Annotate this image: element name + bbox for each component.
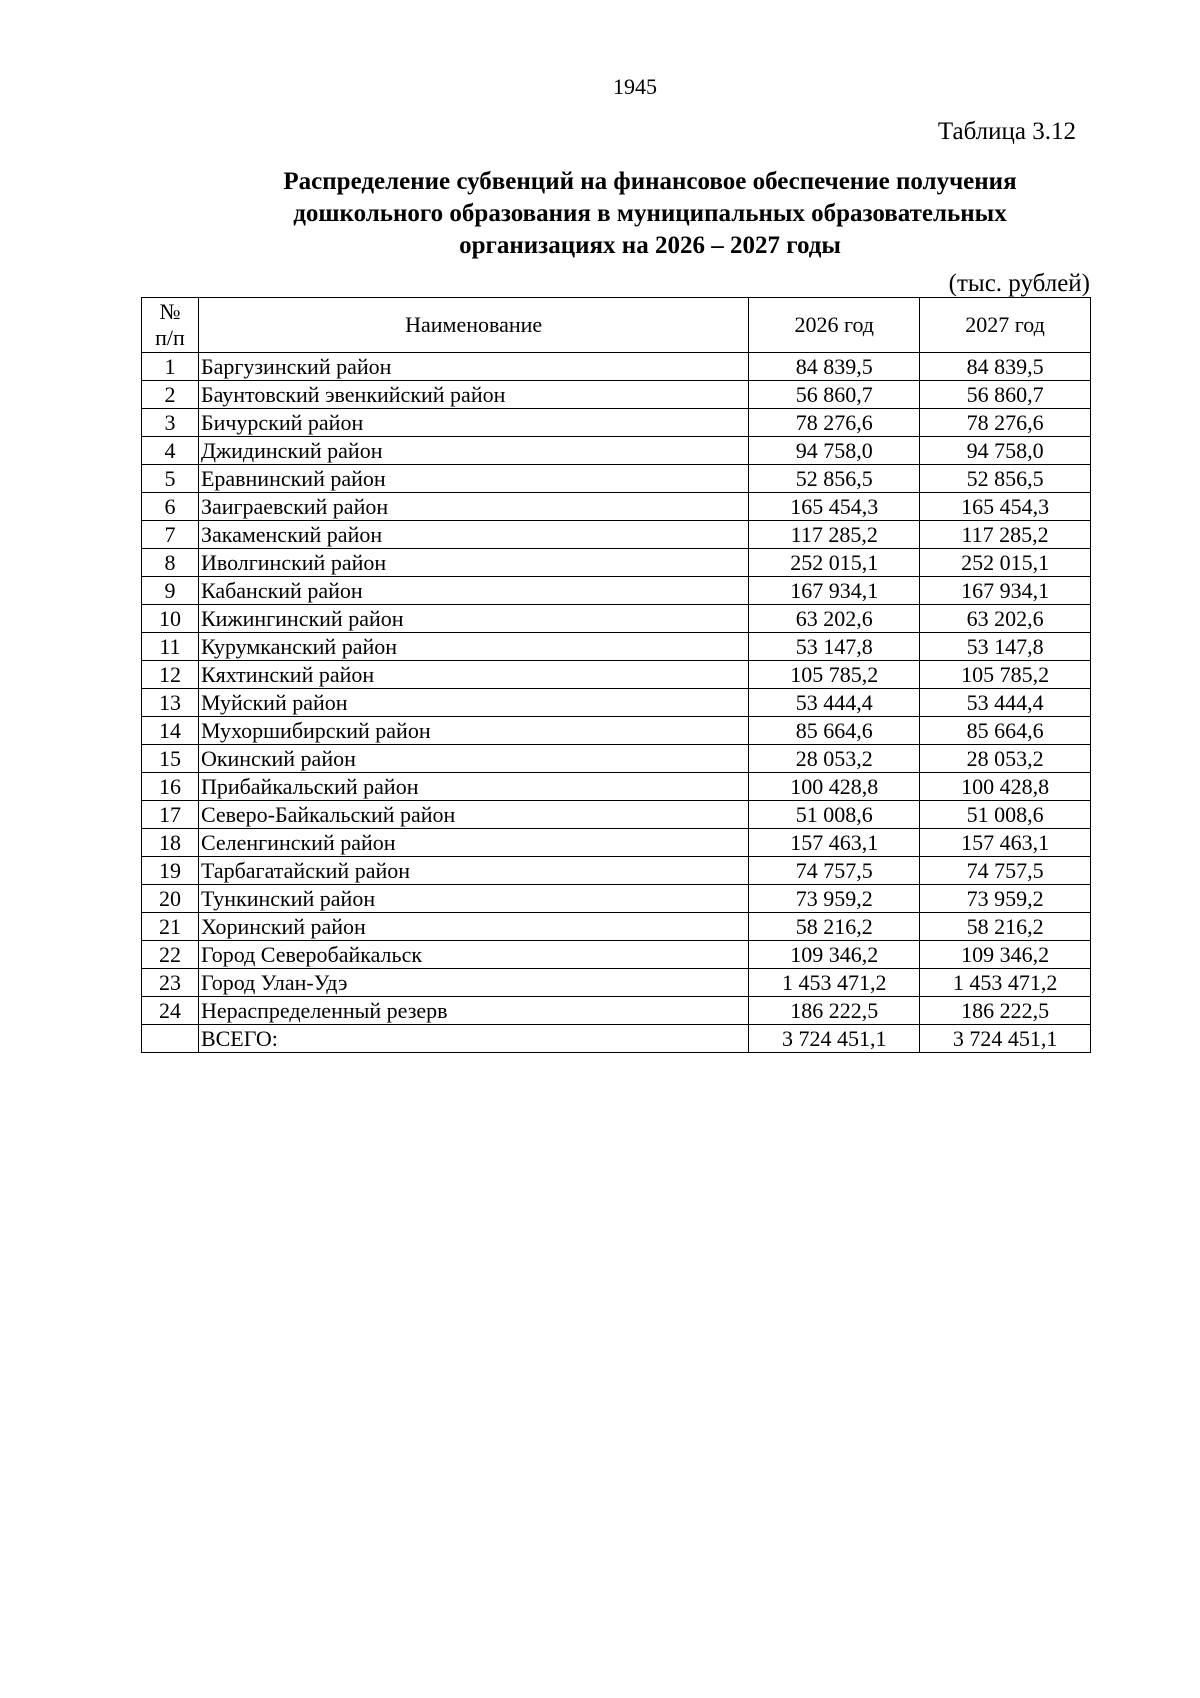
table-row: 24 Нераспределенный резерв 186 222,5 186 222,5 bbox=[142, 997, 1091, 1025]
table-row: 6 Заиграевский район 165 454,3 165 454,3 bbox=[142, 493, 1091, 521]
table-row: 2 Баунтовский эвенкийский район 56 860,7 56 860,7 bbox=[142, 381, 1091, 409]
table-row: 19 Тарбагатайский район 74 757,5 74 757,5 bbox=[142, 857, 1091, 885]
table-row: 21 Хоринский район 58 216,2 58 216,2 bbox=[142, 913, 1091, 941]
total-row: ВСЕГО: 3 724 451,1 3 724 451,1 bbox=[142, 1025, 1091, 1053]
table-row: 1 Баргузинский район 84 839,5 84 839,5 bbox=[142, 353, 1091, 381]
table-row: 10 Кижингинский район 63 202,6 63 202,6 bbox=[142, 605, 1091, 633]
table-row: 17 Северо-Байкальский район 51 008,6 51 008,6 bbox=[142, 801, 1091, 829]
table-row: 3 Бичурский район 78 276,6 78 276,6 bbox=[142, 409, 1091, 437]
title-line-2: дошкольного образования в муниципальных образовательных bbox=[293, 200, 1007, 227]
header-name: Наименование bbox=[198, 298, 748, 353]
table-row: 13 Муйский район 53 444,4 53 444,4 bbox=[142, 689, 1091, 717]
table-row: 18 Селенгинский район 157 463,1 157 463,1 bbox=[142, 829, 1091, 857]
table-row: 22 Город Северобайкальск 109 346,2 109 346,2 bbox=[142, 941, 1091, 969]
header-num: № п/п bbox=[142, 298, 199, 353]
table-row: 4 Джидинский район 94 758,0 94 758,0 bbox=[142, 437, 1091, 465]
table-row: 8 Иволгинский район 252 015,1 252 015,1 bbox=[142, 549, 1091, 577]
header-year-2027: 2027 год bbox=[920, 298, 1091, 353]
table-label: Таблица 3.12 bbox=[937, 118, 1076, 145]
table-row: 7 Закаменский район 117 285,2 117 285,2 bbox=[142, 521, 1091, 549]
table-row: 9 Кабанский район 167 934,1 167 934,1 bbox=[142, 577, 1091, 605]
table-row: 15 Окинский район 28 053,2 28 053,2 bbox=[142, 745, 1091, 773]
table-row: 14 Мухоршибирский район 85 664,6 85 664,6 bbox=[142, 717, 1091, 745]
table-body bbox=[142, 353, 1091, 1053]
title-line-1: Распределение субвенций на финансовое обеспечение получения bbox=[283, 168, 1017, 195]
table-row: 5 Еравнинский район 52 856,5 52 856,5 bbox=[142, 465, 1091, 493]
header-year-2026: 2026 год bbox=[749, 298, 920, 353]
table-row: 20 Тункинский район 73 959,2 73 959,2 bbox=[142, 885, 1091, 913]
title-line-3: организациях на 2026 – 2027 годы bbox=[459, 232, 841, 259]
table-row: 16 Прибайкальский район 100 428,8 100 428,8 bbox=[142, 773, 1091, 801]
header-row bbox=[142, 298, 1091, 353]
document-title bbox=[200, 166, 1100, 262]
page-number: 1945 bbox=[613, 74, 657, 99]
subvention-table bbox=[141, 297, 1091, 1053]
table-header bbox=[142, 298, 1091, 353]
table-row: 23 Город Улан-Удэ 1 453 471,2 1 453 471,2 bbox=[142, 969, 1091, 997]
table-row: 12 Кяхтинский район 105 785,2 105 785,2 bbox=[142, 661, 1091, 689]
units-label: (тыс. рублей) bbox=[948, 270, 1090, 297]
table-row: 11 Курумканский район 53 147,8 53 147,8 bbox=[142, 633, 1091, 661]
